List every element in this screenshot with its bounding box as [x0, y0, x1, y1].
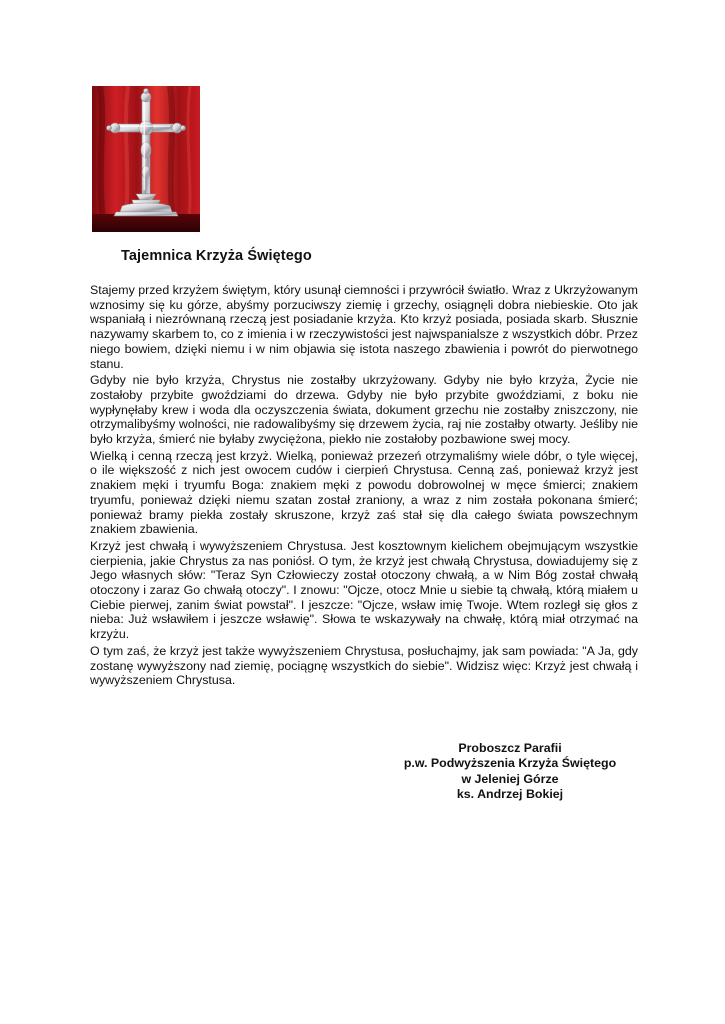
signature-line-parish: p.w. Podwyższenia Krzyża Świętego	[403, 756, 617, 771]
page-title: Tajemnica Krzyża Świętego	[121, 248, 312, 264]
cross-icon	[92, 86, 200, 232]
signature-line-title: Proboszcz Parafii	[458, 741, 562, 755]
paragraph: Stajemy przed krzyżem świętym, który usunął ciemności i przywrócił światło. Wraz z Ukrzyżowanym wznosimy się ku górze, abyśmy porzuciwszy ziemię i grzechy, osiągnęli dobra niebieskie. Oto jak wspaniałą i niezrównaną rzeczą jest posiadanie krzyża. Kto krzyż posiada, posiada skarb. Słusznie nazywamy skarbem to, co z imienia i w rzeczywistości jest najwspanialsze z wszystkich dóbr. Przez niego bowiem, dzięki niemu i w nim objawia się istota naszego zbawienia i powrót do pierwotnego stanu.	[90, 283, 638, 371]
paragraph: Krzyż jest chwałą i wywyższeniem Chrystusa. Jest kosztownym kielichem obejmującym wszystkie cierpienia, jakie Chrystus za nas poniósł. O tym, że krzyż jest chwałą Chrystusa, dowiadujemy się z Jego własnych słów: "Teraz Syn Człowieczy został otoczony chwałą, a w Nim Bóg został chwałą otoczony i zaraz Go chwałą otoczy". I znowu: "Ojcze, otocz Mnie u siebie tą chwałą, którą miałem u Ciebie pierwej, zanim świat powstał". I jeszcze: "Ojcze, wsław imię Twoje. Wtem rozległ się głos z nieba: Już wsławiłem i jeszcze wsławię". Słowa te wskazywały na chwałę, którą miał otrzymać na krzyżu.	[90, 538, 638, 642]
signature-block	[383, 741, 637, 803]
signature-line-city: w Jeleniej Górze	[461, 771, 559, 786]
cross-photo	[92, 86, 200, 232]
article-body	[90, 283, 638, 690]
paragraph: O tym zaś, że krzyż jest także wywyższeniem Chrystusa, posłuchajmy, jak sam powiada: "A Ja, gdy zostanę wywyższony nad ziemię, pociągnę wszystkich do siebie". Widzisz więc: Krzyż jest chwałą i wywyższeniem Chrystusa.	[90, 643, 638, 688]
paragraph: Wielką i cenną rzeczą jest krzyż. Wielką, ponieważ przezeń otrzymaliśmy wiele dóbr, o tyle więcej, o ile większość z nich jest owocem cudów i cierpień Chrystusa. Cenną zaś, ponieważ krzyż jest znakiem męki i tryumfu Boga: znakiem męki z powodu dobrowolnej w męce śmierci; znakiem tryumfu, ponieważ dzięki niemu szatan został zraniony, a wraz z nim została pokonana śmierć; ponieważ bramy piekła zostały skruszone, krzyż zaś stał się dla całego świata powszechnym znakiem zbawienia.	[90, 448, 638, 537]
signature-line-name: ks. Andrzej Bokiej	[456, 787, 564, 802]
paragraph: Gdyby nie było krzyża, Chrystus nie zostałby ukrzyżowany. Gdyby nie było krzyża, Życie nie zostałoby przybite gwoździami do drzewa. Gdyby nie było przybite gwoździami, z boku nie wypłynęłaby krew i woda dla oczyszczenia świata, dokument grzechu nie zostałby zniszczony, nie otrzymalibyśmy wolności, nie radowalibyśmy się drzewem życia, raj nie zostałby otwarty. Jeśliby nie było krzyża, śmierć nie byłaby zwyciężona, piekło nie zostałoby pozbawione swej mocy.	[90, 373, 638, 447]
